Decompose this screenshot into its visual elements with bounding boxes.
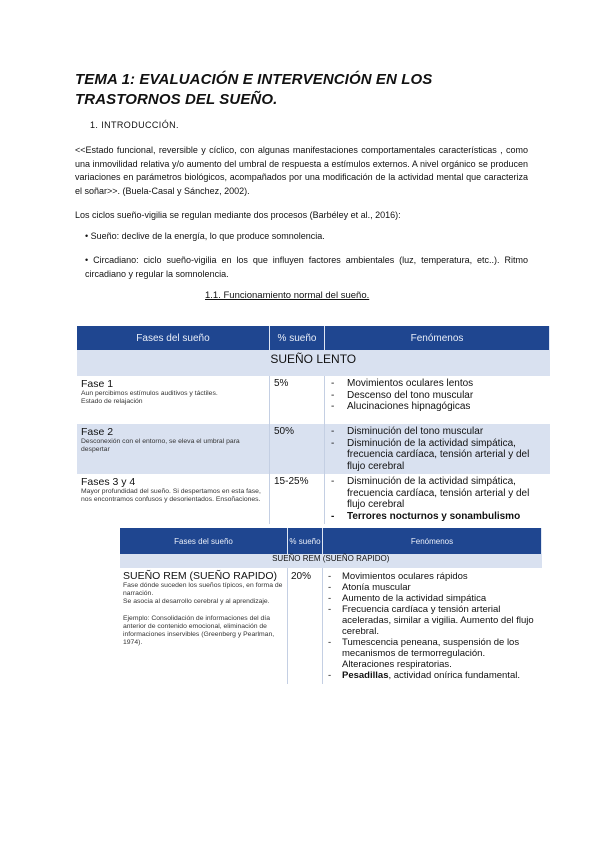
list-item: - Frecuencia cardíaca y tensión arterial aceleradas, similar a vigilia. Aumento del flujo cerebral. <box>326 604 539 637</box>
sleep-phases-table <box>77 326 550 524</box>
list-item: - Tumescencia peneana, suspensión de los mecanismos de termorregulación. Alteraciones respiratorias. <box>326 637 539 670</box>
phase-name: Fase 1 <box>81 378 114 390</box>
percent-cell: 5% <box>270 376 325 424</box>
phase-name: SUEÑO REM (SUEÑO RAPIDO) <box>123 570 278 582</box>
bullet-circadiano: • Circadiano: ciclo sueño-vigilia en los que influyen factores ambientales (luz, temperatura, etc..). Ritmo circadiano y regular la somnolencia. <box>85 255 528 279</box>
header-percent: % sueño <box>288 528 323 554</box>
phenomena-cell <box>325 376 550 424</box>
intro-heading: 1. INTRODUCCIÓN. <box>90 120 179 130</box>
phenomena-cell <box>325 474 550 524</box>
bullet-sueno: • Sueño: declive de la energía, lo que produce somnolencia. <box>85 231 325 241</box>
list-item: - Terrores nocturnos y sonambulismo <box>329 511 546 523</box>
cycles-paragraph: Los ciclos sueño-vigilia se regulan mediante dos procesos (Barbéley et al., 2016): <box>75 210 401 220</box>
table-row <box>77 424 550 474</box>
quote-paragraph: <<Estado funcional, reversible y cíclico, con algunas manifestaciones comportamentales características , como una inmovilidad relativa y/o aumento del umbral de respuesta a estímulos externos. A nivel orgánico se producen variaciones en parámetros biológicos, acompañados por una modificación de la actividad mental que caracteriza el soñar>>. (Buela-Casal y Sánchez, 2002). <box>75 145 528 196</box>
phase-description: Desconexión con el entorno, se eleva el umbral para despertar <box>81 438 240 453</box>
phenomena-cell <box>323 568 542 684</box>
section-label: SUEÑO REM (SUEÑO RAPIDO) <box>120 554 542 568</box>
list-item: - Movimientos oculares rápidos <box>326 571 539 582</box>
list-item: - Disminución de la actividad simpática, frecuencia cardíaca, tensión arterial y del flujo cerebral <box>329 438 546 473</box>
percent-cell: 15-25% <box>270 474 325 524</box>
table-row <box>77 376 550 424</box>
header-percent: % sueño <box>270 326 325 350</box>
list-item: - Atonía muscular <box>326 582 539 593</box>
phase-name: Fase 2 <box>81 426 114 438</box>
table-row <box>77 474 550 524</box>
document-title: TEMA 1: EVALUACIÓN E INTERVENCIÓN EN LOS TRASTORNOS DEL SUEÑO. <box>75 71 433 108</box>
phase-description: Se asocia al desarrollo cerebral y al aprendizaje. <box>123 598 270 605</box>
phase-description: Estado de relajación <box>81 398 143 405</box>
phenomena-cell <box>325 424 550 474</box>
list-item <box>326 670 539 681</box>
table-row <box>120 568 542 684</box>
phase-cell <box>77 376 270 424</box>
phase-cell <box>77 424 270 474</box>
list-item: - Disminución del tono muscular <box>329 426 546 438</box>
phase-example: Ejemplo: Consolidación de informaciones del día anterior de contenido emocional, eliminación de informaciones inservibles (Greenberg y Pearlman, 1974). <box>123 615 275 646</box>
phase-description: Fase dónde suceden los sueños típicos, en forma de narración. <box>123 582 283 597</box>
header-phenomena: Fenómenos <box>323 528 542 554</box>
list-item: - Alucinaciones hipnagógicas <box>329 401 546 413</box>
term-description: , actividad onírica fundamental. <box>388 670 520 681</box>
list-item: - Movimientos oculares lentos <box>329 378 546 390</box>
phase-name: Fases 3 y 4 <box>81 476 136 488</box>
header-phase: Fases del sueño <box>120 528 288 554</box>
phase-description: Mayor profundidad del sueño. Si despertamos en esta fase, nos encontramos confusos y desorientados. Ensoñaciones. <box>81 488 261 503</box>
percent-cell: 20% <box>288 568 323 684</box>
section-row <box>77 350 550 376</box>
table-header-row <box>120 528 542 554</box>
rem-sleep-table <box>120 528 542 684</box>
phase-description: Aun percibimos estímulos auditivos y táctiles. <box>81 390 218 397</box>
section-row <box>120 554 542 568</box>
list-item: - Disminución de la actividad simpática, frecuencia cardíaca, tensión arterial y del flujo cerebral <box>329 476 546 511</box>
header-phase: Fases del sueño <box>77 326 270 350</box>
section-subheading: 1.1. Funcionamiento normal del sueño. <box>205 290 370 301</box>
section-label: SUEÑO LENTO <box>77 350 550 376</box>
table-header-row <box>77 326 550 350</box>
phase-cell <box>77 474 270 524</box>
bold-term: Pesadillas <box>342 670 389 681</box>
list-item: - Descenso del tono muscular <box>329 390 546 402</box>
percent-cell: 50% <box>270 424 325 474</box>
header-phenomena: Fenómenos <box>325 326 550 350</box>
phase-cell <box>120 568 288 684</box>
list-item: - Aumento de la actividad simpática <box>326 593 539 604</box>
